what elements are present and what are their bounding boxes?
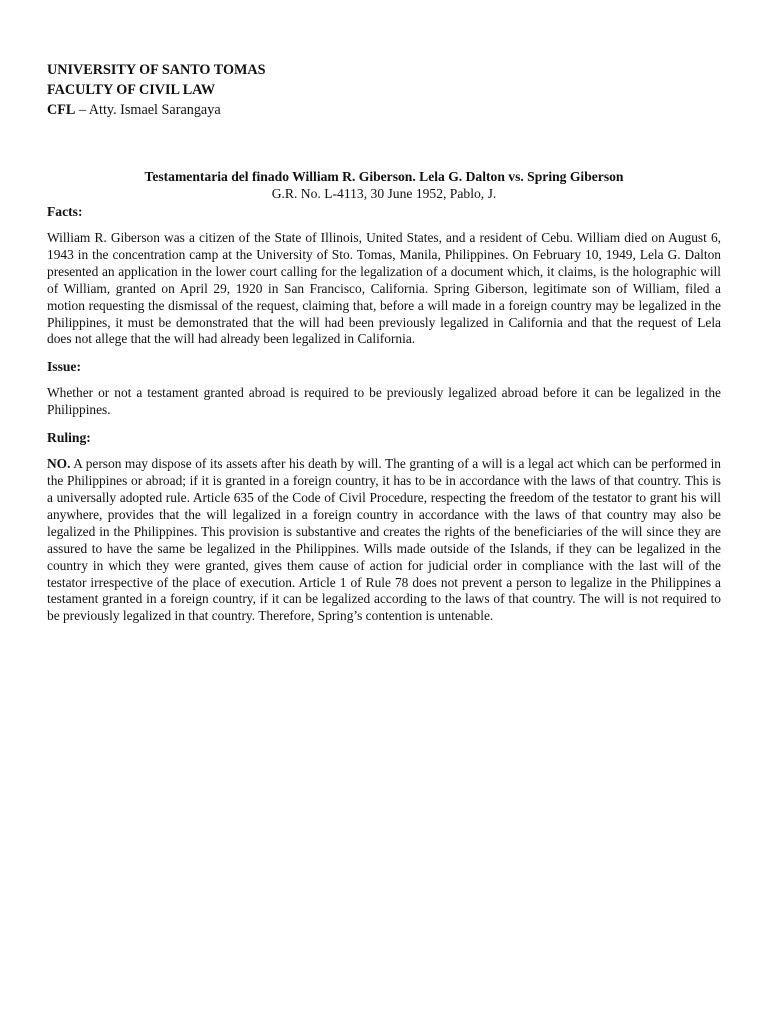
issue-label: Issue:: [47, 359, 81, 375]
case-title: Testamentaria del finado William R. Giberson. Lela G. Dalton vs. Spring Giberson: [144, 169, 624, 184]
ruling-label: Ruling:: [47, 430, 91, 446]
course-line: [47, 100, 721, 120]
issue-text: Whether or not a testament granted abroad is required to be previously legalized abroad before it can be legalized in the Philippines.: [47, 385, 721, 418]
faculty-name: FACULTY OF CIVIL LAW: [47, 82, 216, 98]
case-citation: G.R. No. L-4113, 30 June 1952, Pablo, J.: [271, 186, 497, 201]
ruling-lead: NO.: [47, 456, 71, 472]
course-instructor: – Atty. Ismael Sarangaya: [75, 102, 221, 118]
course-code: CFL: [47, 102, 76, 118]
ruling-text: [47, 456, 721, 625]
ruling-body: A person may dispose of its assets after his death by will. The granting of a will is a legal act which can be performed in the Philippines or abroad; if it is granted in a foreign country, it has to be in accordance with the laws of that country. This is a universally adopted rule. Article 635 of the Code of Civil Procedure, respecting the freedom of the testator to grant his will anywhere, provides that the will legalized in a foreign country in accordance with the laws of that country may also be legalized in the Philippines. This provision is substantive and creates the rights of the beneficiaries of the will since they are assured to have the same be legalized in the Philippines. Wills made outside of the Islands, if they can be legalized in the country in which they were granted, gives them cause of action for judicial order in compliance with the last will of the testator irrespective of the place of execution. Article 1 of Rule 78 does not prevent a person to legalize in the Philippines a testament granted in a foreign country, if it can be legalized according to the laws of that country. The will is not required to be previously legalized in that country. Therefore, Spring’s contention is untenable.: [47, 456, 721, 624]
facts-section: [47, 203, 721, 348]
facts-text: William R. Giberson was a citizen of the State of Illinois, United States, and a resident of Cebu. William died on August 6, 1943 in the concentration camp at the University of Sto. Tomas, Manila, Philippines. On February 10, 1949, Lela G. Dalton presented an application in the lower court calling for the legalization of a document which, it claims, is the holographic will of William, granted on April 29, 1920 in San Francisco, California. Spring Giberson, legitimate son of William, filed a motion requesting the dismissal of the request, claiming that, before a will made in a foreign country may be legalized in the Philippines, it must be demonstrated that the will had been previously legalized in California and that the request of Lela does not allege that the will had already been legalized in California.: [47, 230, 721, 347]
ruling-section: [47, 429, 721, 625]
issue-section: [47, 358, 721, 419]
university-name: UNIVERSITY OF SANTO TOMAS: [47, 62, 266, 78]
document-header: [47, 60, 721, 120]
case-heading: [47, 168, 721, 202]
facts-label: Facts:: [47, 204, 83, 219]
